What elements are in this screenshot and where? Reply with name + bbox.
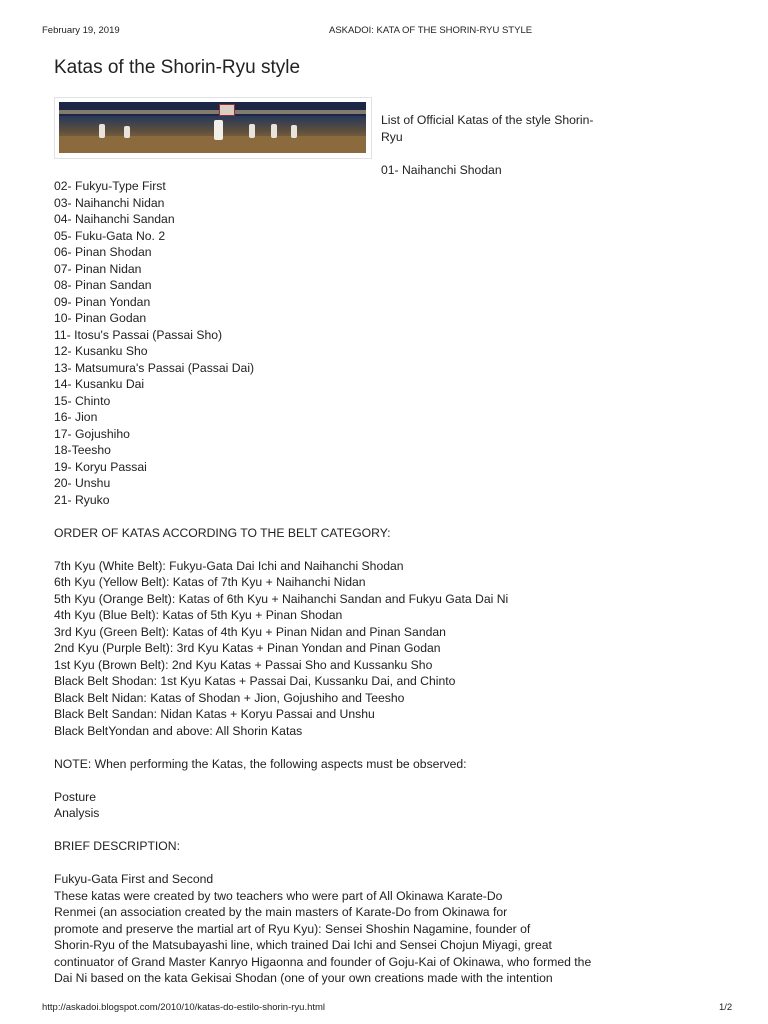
belt-item: Black Belt Sandan: Nidan Katas + Koryu Passai and Unshu (54, 707, 375, 721)
footer-page-number: 1/2 (719, 1002, 733, 1013)
belt-item: 5th Kyu (Orange Belt): Katas of 6th Kyu + Naihanchi Sandan and Fukyu Gata Dai Ni (54, 591, 509, 606)
note-text: NOTE: When performing the Katas, the following aspects must be observed: (54, 756, 467, 771)
belt-item: 7th Kyu (White Belt): Fukyu-Gata Dai Ichi and Naihanchi Shodan (54, 558, 404, 573)
kata-item: 12- Kusanku Sho (54, 344, 148, 358)
intro-heading: List of Official Katas of the style Shorin-Ryu (381, 113, 594, 144)
kata-item: 05- Fuku-Gata No. 2 (54, 228, 166, 243)
belt-item: Black Belt Shodan: 1st Kyu Katas + Passai Dai, Kussanku Dai, and Chinto (54, 674, 456, 688)
paragraph (54, 888, 714, 987)
kata-list (54, 178, 714, 508)
kata-item: 04- Naihanchi Sandan (54, 212, 175, 226)
belt-heading: ORDER OF KATAS ACCORDING TO THE BELT CATEGORY: (54, 525, 391, 540)
paragraph-line: Dai Ni based on the kata Gekisai Shodan (one of your own creations made with the intention (54, 971, 553, 985)
photo-frame (54, 97, 372, 159)
paragraph-line: Renmei (an association created by the main masters of Karate-Do from Okinawa for (54, 905, 508, 919)
body-block (54, 178, 714, 987)
kata-item: 17- Gojushiho (54, 426, 130, 441)
kata-item: 02- Fukyu-Type First (54, 179, 166, 193)
dojo-photo (59, 102, 366, 153)
kata-item: 20- Unshu (54, 476, 111, 490)
section-title: Fukyu-Gata First and Second (54, 872, 214, 886)
kata-item: 15- Chinto (54, 393, 111, 408)
aspect-item: Posture (54, 789, 97, 804)
header-document-title: ASKADOI: KATA OF THE SHORIN-RYU STYLE (329, 25, 533, 36)
kata-item: 18-Teesho (54, 443, 111, 457)
kata-item: 19- Koryu Passai (54, 459, 147, 474)
brief-heading: BRIEF DESCRIPTION: (54, 839, 180, 853)
kata-item: 14- Kusanku Dai (54, 377, 145, 391)
kata-item: 03- Naihanchi Nidan (54, 195, 165, 210)
page-title: Katas of the Shorin-Ryu style (54, 57, 301, 78)
aspect-item: Analysis (54, 806, 100, 820)
kata-item: 13- Matsumura's Passai (Passai Dai) (54, 360, 255, 375)
paragraph-line: These katas were created by two teachers who were part of All Okinawa Karate-Do (54, 888, 503, 903)
kata-item: 08- Pinan Sandan (54, 278, 152, 292)
kata-item: 11- Itosu's Passai (Passai Sho) (54, 327, 223, 342)
belt-item: 4th Kyu (Blue Belt): Katas of 5th Kyu + Pinan Shodan (54, 608, 343, 622)
intro-block (381, 112, 601, 178)
belt-item: 1st Kyu (Brown Belt): 2nd Kyu Katas + Passai Sho and Kussanku Sho (54, 657, 433, 672)
kata-item: 10- Pinan Godan (54, 311, 147, 325)
belt-item: Black BeltYondan and above: All Shorin Katas (54, 723, 303, 738)
paragraph-line: promote and preserve the martial art of Ryu Kyu): Sensei Shoshin Nagamine, founder of (54, 921, 531, 936)
kata-item: 16- Jion (54, 410, 98, 424)
header-date: February 19, 2019 (42, 25, 120, 36)
paragraph-line: continuator of Grand Master Kanryo Higaonna and founder of Goju-Kai of Okinawa, who formed the (54, 954, 592, 969)
belt-item: 2nd Kyu (Purple Belt): 3rd Kyu Katas + Pinan Yondan and Pinan Godan (54, 641, 441, 655)
first-kata: 01- Naihanchi Shodan (381, 162, 502, 177)
belt-item: 6th Kyu (Yellow Belt): Katas of 7th Kyu + Naihanchi Nidan (54, 575, 366, 589)
paragraph-line: Shorin-Ryu of the Matsubayashi line, which trained Dai Ichi and Sensei Chojun Miyagi, great (54, 938, 552, 952)
belt-list (54, 558, 714, 740)
belt-item: Black Belt Nidan: Katas of Shodan + Jion, Gojushiho and Teesho (54, 690, 405, 705)
kata-item: 06- Pinan Shodan (54, 245, 152, 259)
kata-item: 07- Pinan Nidan (54, 261, 142, 276)
kata-item: 21- Ryuko (54, 492, 110, 507)
belt-item: 3rd Kyu (Green Belt): Katas of 4th Kyu + Pinan Nidan and Pinan Sandan (54, 624, 446, 639)
footer-url: http://askadoi.blogspot.com/2010/10/katas-do-estilo-shorin-ryu.html (42, 1002, 326, 1013)
kata-item: 09- Pinan Yondan (54, 294, 151, 309)
